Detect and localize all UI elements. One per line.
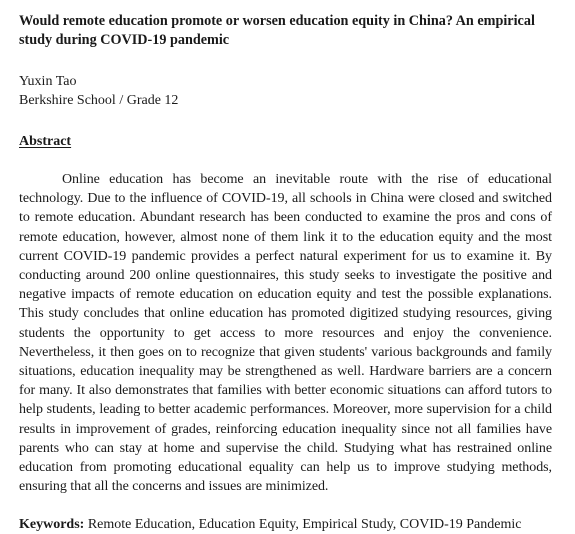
author-block (19, 72, 552, 110)
keywords-text: Remote Education, Education Equity, Empirical Study, COVID-19 Pandemic (87, 517, 522, 533)
paper-page (19, 12, 552, 534)
author-name: Yuxin Tao (19, 74, 77, 89)
keywords-line (19, 515, 552, 534)
paper-title: Would remote education promote or worsen education equity in China? An empirical study during COVID-19 pandemic (19, 13, 535, 48)
keywords-label: Keywords: (19, 517, 85, 533)
author-affiliation: Berkshire School / Grade 12 (19, 93, 179, 108)
abstract-body: Online education has become an inevitable route with the rise of educational technology. Due to the influence of COVID-19, all schools in China were closed and switched to remote education. Abundant research has been conducted to examine the pros and cons of remote education, however, almost none of them link it to the education equity and the most current COVID-19 pandemic provides a perfect natural experiment for us to examine it. By conducting around 200 online questionnaires, this study seeks to investigate the positive and negative impacts of remote education on education equity and test the possible explanations. This study concludes that online education has promoted digitized studying resources, giving students the opportunity to get access to more resources and enjoy the convenience. Nevertheless, it then goes on to recognize that given students' various backgrounds and family situations, education inequality may be strengthened as well. Hardware barriers are a concern for many. It also demonstrates that families with better economic situations can afford tutors to help students, leading to better academic performances. Moreover, more supervision for a child results in improvement of grades, reinforcing education inequality since not all families have parents who can stay at home and supervise the child. Studying what has restrained online education from promoting educational equality can help us to improve studying methods, ensuring that all the concerns and issues are minimized. (19, 172, 552, 495)
abstract-heading: Abstract (19, 134, 72, 149)
